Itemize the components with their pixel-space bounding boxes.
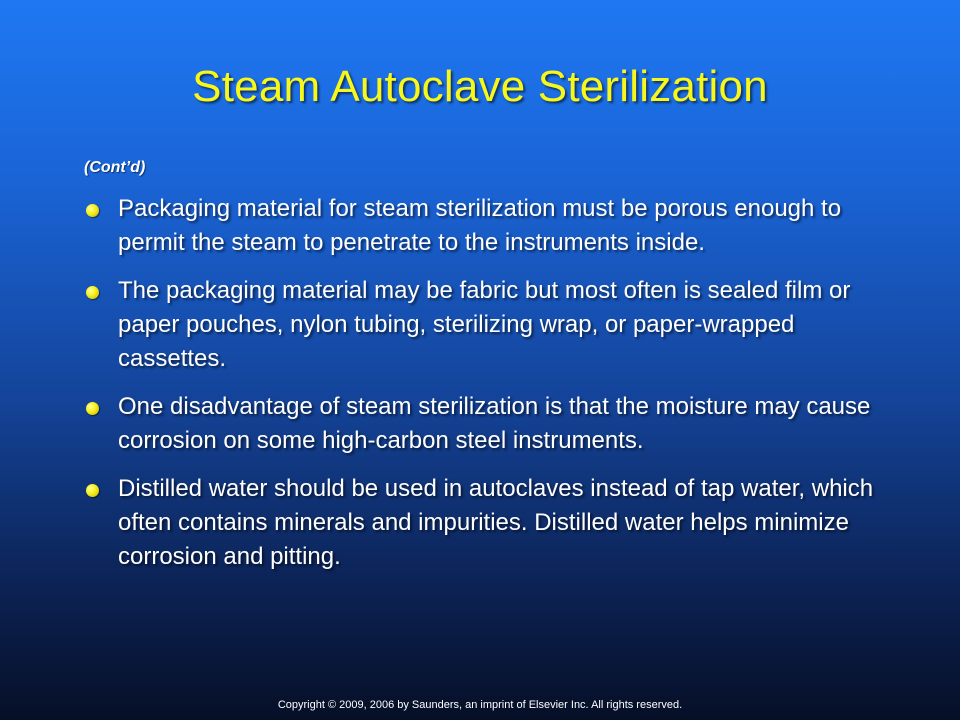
bullet-dot-icon	[86, 204, 99, 217]
bullet-text: The packaging material may be fabric but most often is sealed film or paper pouches, nylon tubing, sterilizing wrap, or paper-wrapped cassettes.	[118, 277, 851, 372]
slide-subtitle: (Cont’d)	[84, 159, 146, 176]
bullet-dot-icon	[86, 402, 99, 415]
bullet-dot-icon	[86, 286, 99, 299]
bullet-item	[84, 192, 884, 260]
bullet-dot-icon	[86, 484, 99, 497]
bullet-item	[84, 390, 884, 458]
copyright-footer: Copyright © 2009, 2006 by Saunders, an imprint of Elsevier Inc. All rights reserved.	[277, 699, 683, 711]
bullet-item	[84, 472, 884, 574]
bullet-item	[84, 274, 884, 376]
bullet-text: Packaging material for steam sterilization must be porous enough to permit the steam to penetrate to the instruments inside.	[118, 195, 842, 256]
bullet-text: One disadvantage of steam sterilization is that the moisture may cause corrosion on some high-carbon steel instruments.	[118, 393, 871, 454]
bullet-text: Distilled water should be used in autoclaves instead of tap water, which often contains minerals and impurities. Distilled water helps minimize corrosion and pitting.	[118, 475, 874, 570]
bullet-list	[84, 192, 884, 588]
slide-title: Steam Autoclave Sterilization	[192, 62, 768, 111]
